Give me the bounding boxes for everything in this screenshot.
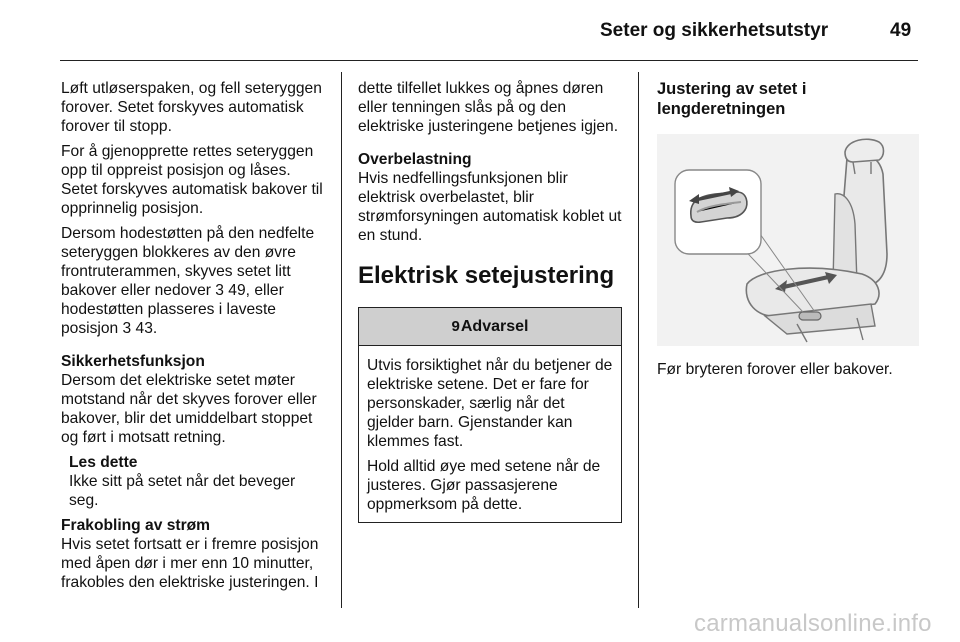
paragraph: dette tilfellet lukkes og åpnes døren eller tenningen slås på og den elektriske justeringene betjenes igjen. [358, 80, 619, 135]
figure-caption: Før bryteren forover eller bakover. [657, 361, 893, 378]
page-reference-link[interactable]: 3 43 [122, 320, 153, 337]
paragraph: Dersom det elektriske setet møter motstand når det skyves forover eller bakover, blir det umiddelbart stoppet og ført i motsatt retning. [61, 372, 317, 446]
column-divider-1 [341, 72, 342, 608]
note-heading: Les dette [69, 454, 138, 471]
subheading-disconnect: Frakobling av strøm [61, 517, 211, 534]
paragraph: For å gjenopprette rettes seteryggen opp til oppreist posisjon og låses. Setet forskyves automatisk bakover til opprinnelig posisjon. [61, 143, 323, 217]
page-reference-link[interactable]: 3 49 [215, 282, 246, 299]
page-number: 49 [890, 20, 912, 41]
column-2 [358, 79, 622, 523]
note [69, 453, 325, 510]
section-heading: Elektrisk setejustering [358, 262, 615, 289]
warning-icon: 9 [451, 318, 460, 335]
paragraph: Løft utløserspaken, og fell seteryggen forover. Setet forskyves automatisk forover til stopp. [61, 80, 322, 135]
column-3 [657, 79, 921, 379]
warning-box [358, 307, 622, 523]
seat-adjustment-illustration [657, 134, 919, 346]
note-text: Ikke sitt på setet når det beveger seg. [69, 473, 296, 509]
subheading-safety: Sikkerhetsfunksjon [61, 353, 205, 370]
subheading-overload: Overbelastning [358, 151, 472, 168]
header-rule [60, 60, 918, 61]
column-1 [61, 79, 325, 598]
warning-title: Advarsel [460, 318, 529, 335]
paragraph: Hvis nedfellingsfunksjonen blir elektrisk overbelastet, blir strømforsyningen automatisk koblet ut en stund. [358, 170, 622, 244]
watermark: carmanualsonline.info [694, 610, 932, 637]
column-divider-2 [638, 72, 639, 608]
paragraph: Dersom hodestøtten på den nedfelte seteryggen blokkeres av den øvre frontruterammen, skyves setet litt bakover eller nedover 3 49, eller hodestøtten plasseres i laveste posisjon 3 43. [61, 225, 315, 337]
header-title: Seter og sikkerhetsutstyr [600, 20, 829, 41]
warning-text: Hold alltid øye med setene når de justeres. Gjør passasjerene oppmerksom på dette. [367, 458, 601, 513]
paragraph: Hvis setet fortsatt er i fremre posisjon med åpen dør i mer enn 10 minutter, frakobles den elektriske justeringen. I [61, 536, 319, 591]
subsection-heading: Justering av setet i lengderetningen [657, 80, 807, 118]
warning-text: Utvis forsiktighet når du betjener de elektriske setene. Det er fare for personskader, særlig når det gjelder barn. Gjenstander kan klemmes fast. [367, 357, 613, 450]
warning-header [359, 308, 621, 346]
